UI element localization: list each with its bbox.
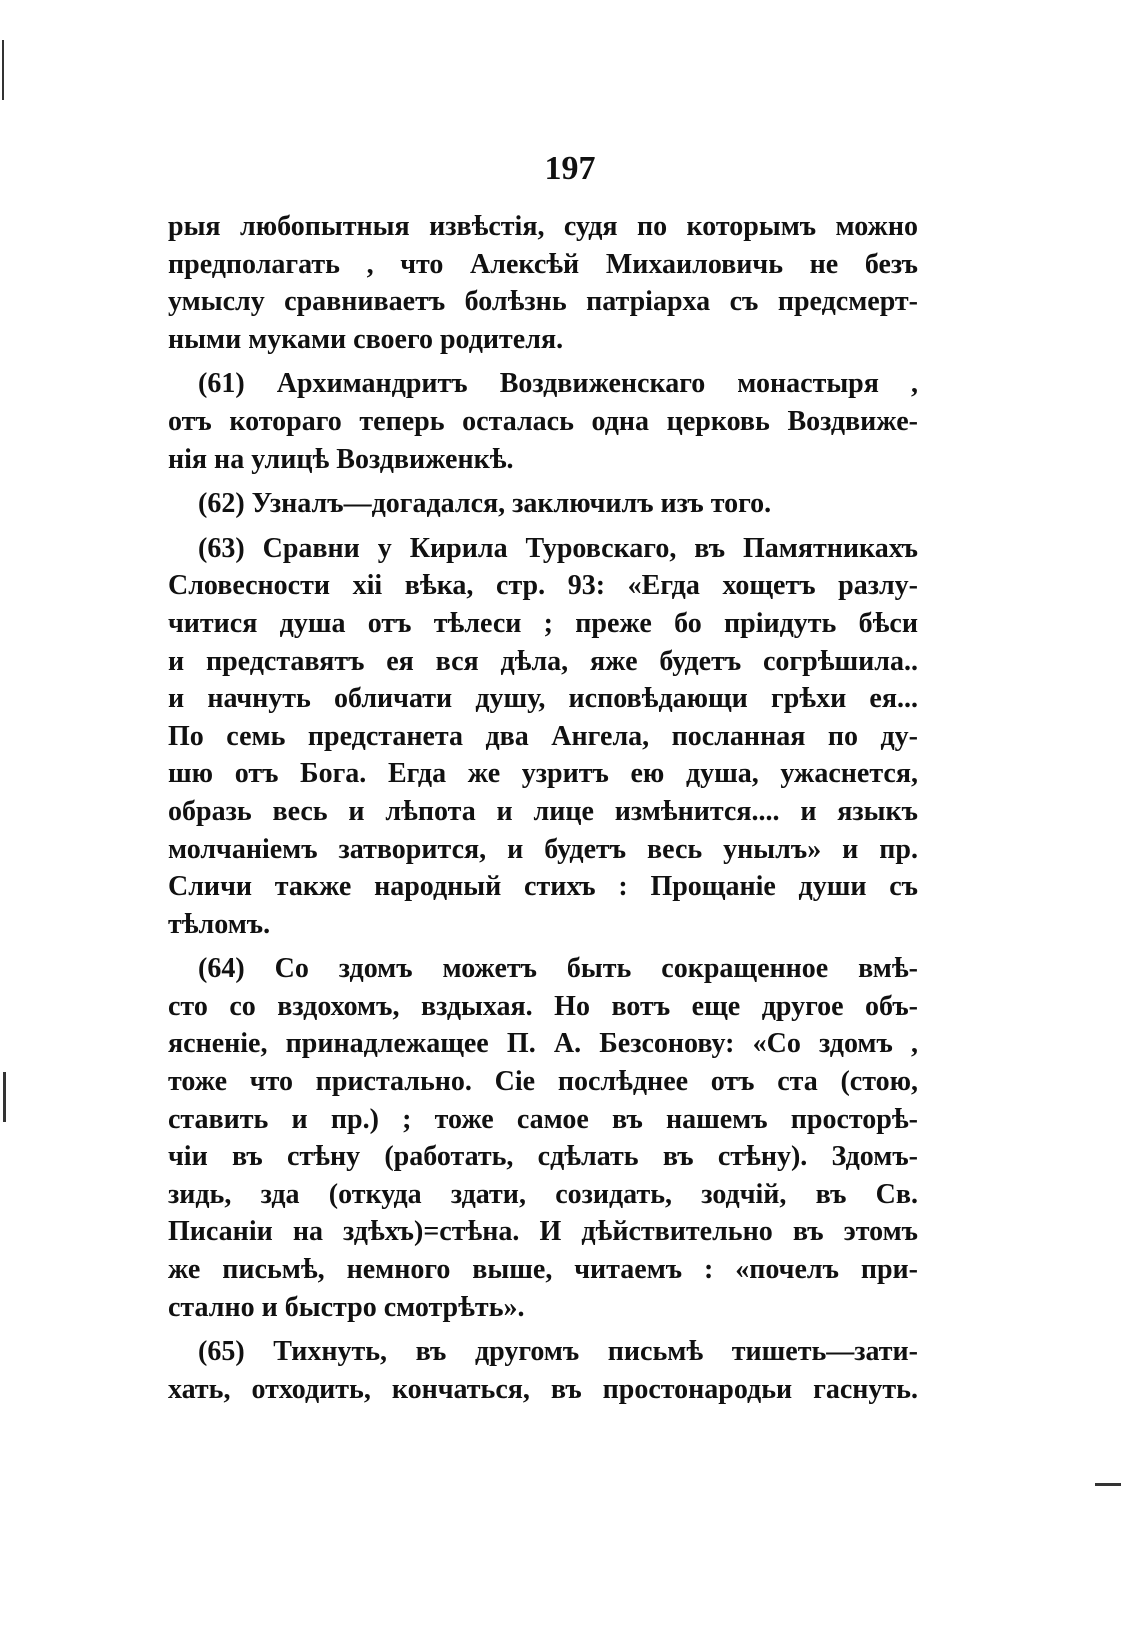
text-line: (64) Со здомъ можетъ быть сокращенное вмѣ- <box>198 953 918 985</box>
scan-edge-mark <box>2 40 4 100</box>
text-line: отъ котораго теперь осталась одна церковь Воздвиже- <box>168 405 918 437</box>
text-line: тѣломъ. <box>168 908 271 940</box>
text-line: ными муками своего родителя. <box>168 323 564 355</box>
text-line: молчаніемъ затворится, и будетъ весь унылъ» и пр. <box>168 833 918 865</box>
text-line: (62) Узналъ—догадался, заключилъ изъ того. <box>198 488 772 520</box>
scan-edge-mark <box>3 1072 6 1122</box>
text-line: хать, отходить, кончаться, въ простонародьи гаснуть. <box>168 1373 918 1405</box>
text-line: и начнуть обличати душу, исповѣдающи грѣхи ея... <box>168 683 918 715</box>
page-number: 197 <box>544 150 596 187</box>
text-line: и представятъ ея вся дѣла, яже будетъ согрѣшила.. <box>168 645 918 677</box>
text-line: рыя любопытныя извѣстія, судя по которымъ можно <box>168 211 918 242</box>
text-line: ставить и пр.) ; тоже самое въ нашемъ просторѣ- <box>168 1103 918 1135</box>
text-line: читися душа отъ тѣлеси ; преже бо пріидуть бѣси <box>168 607 918 639</box>
scan-edge-mark <box>1095 1483 1121 1486</box>
text-line: чіи въ стѣну (работать, сдѣлать въ стѣну). Здомъ- <box>168 1141 918 1173</box>
paragraph-continuation <box>168 208 918 358</box>
note-63 <box>168 530 918 944</box>
text-line: По семь предстанета два Ангела, посланная по ду- <box>168 720 918 752</box>
text-line: стално и быстро смотрѣть». <box>168 1291 525 1323</box>
text-line: Словесности xii вѣка, стр. 93: «Егда хощетъ разлу- <box>168 570 918 602</box>
text-line: ясненіе, принадлежащее П. А. Безсонову: «Со здомъ , <box>168 1028 918 1060</box>
note-64 <box>168 950 918 1326</box>
note-62 <box>168 485 918 523</box>
text-line: зидь, зда (откуда здати, созидать, зодчій, въ Св. <box>168 1178 918 1210</box>
text-line: тоже что пристально. Сіе послѣднее отъ ста (стою, <box>168 1066 918 1098</box>
text-line: умыслу сравниваетъ болѣзнь патріарха съ предсмерт- <box>168 286 918 318</box>
text-line: (63) Сравни у Кирила Туровскаго, въ Памятникахъ <box>198 532 918 564</box>
note-61 <box>168 365 918 478</box>
text-line: образь весь и лѣпота и лице измѣнится.... и языкъ <box>168 795 918 827</box>
text-line: предполагать , что Алексѣй Михаиловичь не безъ <box>168 248 918 280</box>
text-line: (65) Тихнуть, въ другомъ письмѣ тишеть—зати- <box>198 1336 918 1368</box>
text-line: (61) Архимандритъ Воздвиженскаго монастыря , <box>198 368 918 400</box>
text-line: Писаніи на здѣхъ)=стѣна. И дѣйствительно въ этомъ <box>168 1216 918 1248</box>
text-line: Сличи также народный стихъ : Прощаніе души съ <box>168 871 918 903</box>
text-line: шю отъ Бога. Егда же узритъ ею душа, ужаснется, <box>168 758 918 790</box>
page-text <box>168 208 918 1408</box>
text-line: сто со вздохомъ, вздыхая. Но вотъ еще другое объ- <box>168 990 918 1022</box>
note-65 <box>168 1333 918 1408</box>
text-line: нія на улицѣ Воздвиженкѣ. <box>168 443 514 475</box>
text-line: же письмѣ, немного выше, читаемъ : «почелъ при- <box>168 1254 918 1286</box>
